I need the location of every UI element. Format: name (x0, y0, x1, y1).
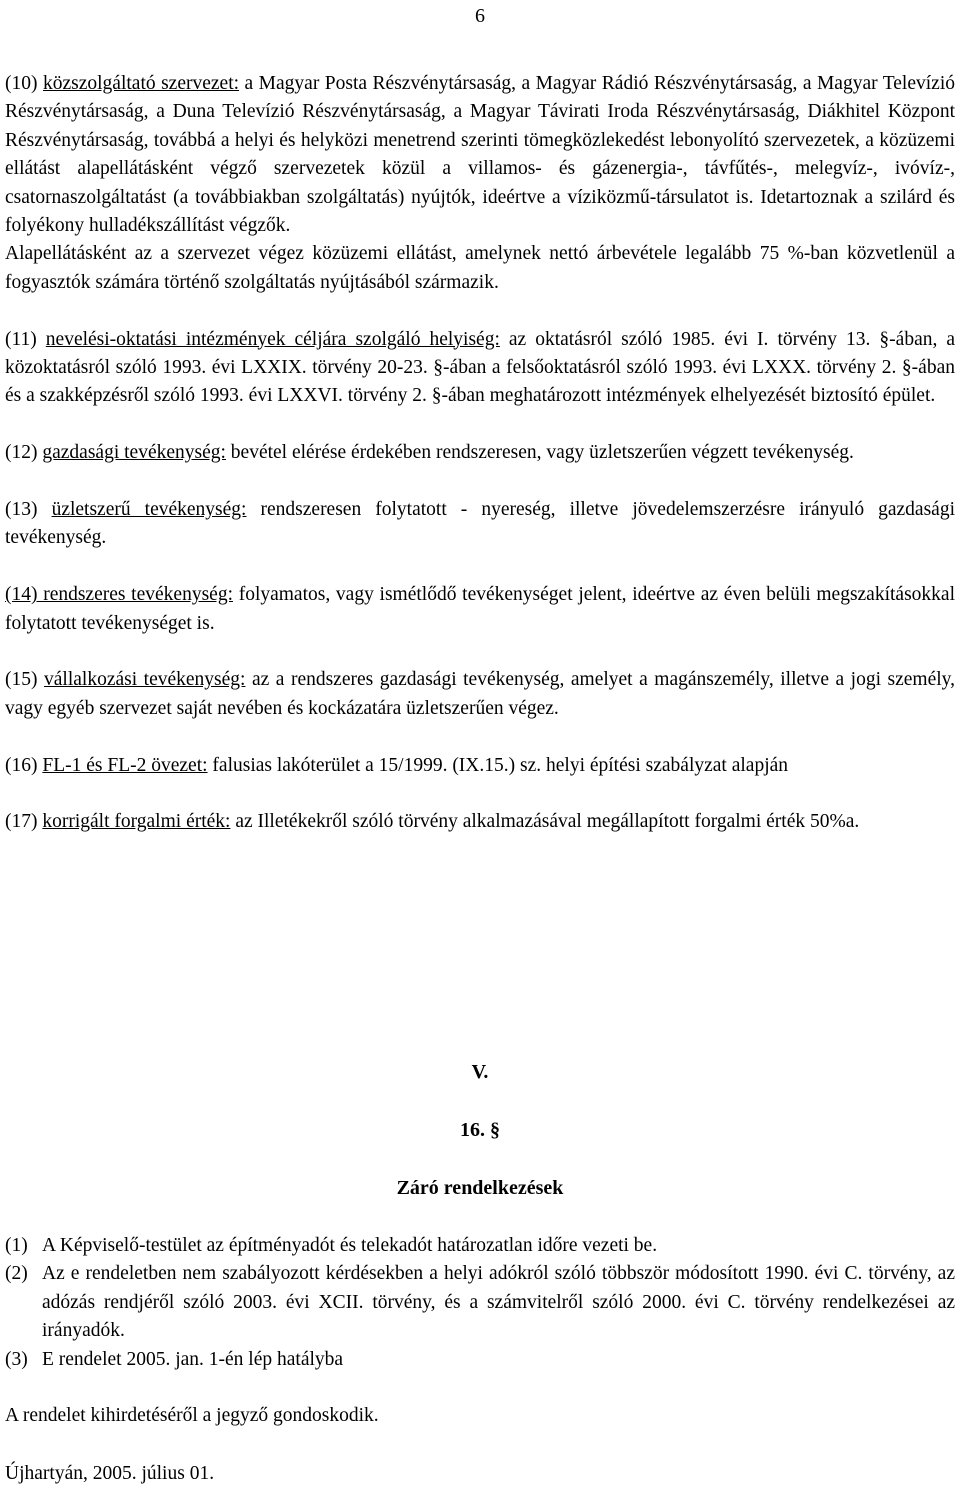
definition-term: FL-1 és FL-2 övezet: (42, 754, 208, 776)
definition-11 (5, 326, 955, 411)
item-text: E rendelet 2005. jan. 1-én lép hatályba (42, 1348, 344, 1370)
final-item-1 (5, 1232, 955, 1260)
definition-14 (5, 581, 955, 638)
definition-number: (10) (5, 73, 38, 94)
announcement-note: A rendelet kihirdetéséről a jegyző gondoskodik. (5, 1405, 379, 1426)
definition-number: (17) (5, 811, 38, 833)
definition-text: a Magyar Posta Részvénytársaság, a Magyar Rádió Részvénytársaság, a Magyar Televízió Részvénytársaság, a Duna Televízió Részvénytársaság, a Magyar Távirati Iroda Részvénytársaság, Diákhitel Központ Részvénytársaság, továbbá a helyi és helyközi menetrend szerinti tömegközlekedést lebonyolító szervezetek, a közüzemi ellátást alapellátásként végző szervezetek közül a villamos- és gázenergia-, távfűtés-, melegvíz-, ivóvíz-, csatornaszolgáltatást (a továbbiakban szolgáltatás) nyújtók, ideértve a víziközmű-társulatot is. Idetartoznak a szilárd és folyékony hulladékszállítást végzők. (5, 73, 955, 237)
definition-number: (12) (5, 442, 38, 464)
definition-term: gazdasági tevékenység: (42, 442, 226, 464)
definition-number: (11) (5, 328, 37, 350)
definition-15 (5, 666, 955, 723)
definition-term: üzletszerű tevékenység: (51, 499, 247, 521)
definition-13 (5, 496, 955, 553)
item-text: A Képviselő-testület az építményadót és telekadót határozatlan időre vezeti be. (42, 1235, 658, 1256)
section-title: Záró rendelkezések (396, 1177, 564, 1199)
definition-term: nevelési-oktatási intézmények céljára szolgáló helyiség: (45, 328, 500, 350)
definition-term: korrigált forgalmi érték: (42, 811, 231, 833)
definition-text: az oktatásról szóló 1985. évi I. törvény 13. §-ában, a közoktatásról szóló 1993. évi LXXIX. törvény 20-23. §-ában a felsőoktatásról szóló 1993. évi LXXX. törvény 2. §-ában és a szakképzésről szóló 1993. évi LXXVI. törvény 2. §-ában meghatározott intézmények elhelyezését biztosító épület. (5, 328, 956, 407)
item-number: (3) (5, 1348, 28, 1370)
definition-17 (5, 808, 955, 836)
definition-term: (14) rendszeres tevékenység: (5, 584, 233, 606)
definition-text: az a rendszeres gazdasági tevékenység, amelyet a magánszemély, illetve a jogi személy, vagy egyéb szervezet saját nevében és kockázatára üzletszerűen végez. (5, 669, 956, 719)
final-item-2 (5, 1260, 955, 1345)
item-number: (1) (5, 1235, 28, 1256)
definition-10 (5, 70, 955, 240)
chapter-number: V. (471, 1061, 489, 1083)
definitions-section (5, 70, 955, 837)
definition-text: falusias lakóterület a 15/1999. (IX.15.) sz. helyi építési szabályzat alapján (212, 754, 789, 776)
section-number: 16. § (460, 1119, 500, 1141)
item-text: Az e rendeletben nem szabályozott kérdésekben a helyi adókról szóló többször módosított 1990. évi C. törvény, az adózás rendjéről szóló 2003. évi XCII. törvény, és a számvitelről szóló 2000. évi C. törvény rendelkezései az irányadók. (42, 1263, 955, 1342)
definition-text: folyamatos, vagy ismétlődő tevékenységet jelent, ideértve az éven belüli megszakításokkal folytatott tevékenységet is. (5, 584, 955, 634)
definition-number: (16) (5, 754, 38, 776)
final-provisions (5, 1232, 955, 1374)
definition-12 (5, 439, 955, 467)
item-number: (2) (5, 1263, 28, 1285)
definition-text: bevétel elérése érdekében rendszeresen, vagy üzletszerűen végzett tevékenység. (230, 442, 854, 464)
final-item-3 (5, 1346, 955, 1374)
place-and-date: Újhartyán, 2005. július 01. (5, 1463, 215, 1484)
definition-number: (15) (5, 669, 38, 691)
definition-10-extra: Alapellátásként az a szervezet végez közüzemi ellátást, amelynek nettó árbevétele legalább 75 %-ban közvetlenül a fogyasztók számára történő szolgáltatás nyújtásából származik. (5, 243, 955, 293)
definition-text: az Illetékekről szóló törvény alkalmazásával megállapított forgalmi érték 50%a. (235, 811, 860, 833)
definition-16 (5, 752, 955, 780)
definition-number: (13) (5, 499, 38, 521)
definition-text: rendszeresen folytatott - nyereség, illetve jövedelemszerzésre irányuló gazdasági tevékenység. (5, 499, 956, 549)
page-number: 6 (475, 5, 485, 27)
definition-term: közszolgáltató szervezet: (42, 73, 240, 94)
definition-term: vállalkozási tevékenység: (44, 669, 246, 691)
